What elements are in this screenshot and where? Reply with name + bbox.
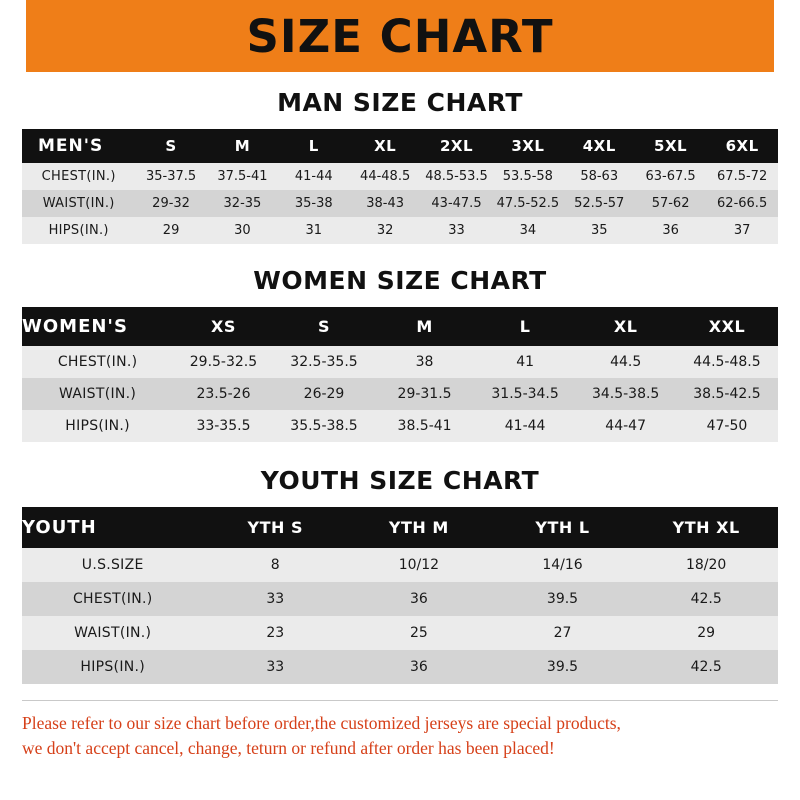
youth-header-cell: YTH XL [672, 518, 740, 537]
row-label: U.S.SIZE [81, 557, 144, 573]
man-header-cell: 2XL [439, 137, 474, 155]
cell: 33 [266, 591, 285, 607]
youth-header-cell: YOUTH [22, 517, 97, 538]
cell: 62-66.5 [717, 196, 768, 211]
cell: 38.5-41 [397, 418, 452, 434]
cell: 44-48.5 [360, 169, 411, 184]
cell: 41-44 [294, 169, 333, 184]
cell: 29-31.5 [397, 386, 452, 402]
cell: 31.5-34.5 [491, 386, 559, 402]
cell: 33 [448, 223, 465, 238]
youth-header-cell: YTH L [535, 518, 590, 537]
cell: 43-47.5 [431, 196, 482, 211]
man-header-cell: 5XL [654, 137, 688, 155]
row-label: HIPS(IN.) [48, 223, 109, 238]
cell: 39.5 [546, 659, 579, 675]
man-header-cell: 4XL [582, 137, 616, 155]
cell: 35-38 [294, 196, 333, 211]
man-header-cell: XL [374, 137, 397, 155]
cell: 42.5 [690, 591, 722, 607]
table-row [22, 410, 778, 442]
table-row [22, 163, 778, 190]
cell: 35-37.5 [145, 169, 197, 184]
youth-section-title: YOUTH SIZE CHART [260, 466, 540, 495]
cell: 33 [266, 659, 285, 675]
banner-right-spacer [774, 0, 800, 72]
cell: 39.5 [546, 591, 579, 607]
cell: 27 [553, 625, 572, 641]
women-size-table [22, 307, 778, 442]
cell: 36 [662, 223, 679, 238]
cell: 23.5-26 [196, 386, 251, 402]
header-banner [0, 0, 800, 72]
cell: 38-43 [366, 196, 405, 211]
cell: 25 [409, 625, 428, 641]
cell: 32 [376, 223, 394, 238]
charts-container [0, 88, 800, 684]
cell: 8 [270, 557, 280, 573]
cell: 57-62 [651, 196, 690, 211]
man-header-cell: 3XL [511, 137, 545, 155]
row-label: WAIST(IN.) [42, 196, 115, 211]
women-header-cell: M [416, 317, 433, 336]
cell: 37 [733, 223, 751, 238]
cell: 44.5 [610, 354, 642, 370]
cell: 41-44 [504, 418, 546, 434]
table-row [22, 190, 778, 217]
cell: 32.5-35.5 [290, 354, 358, 370]
cell: 29.5-32.5 [189, 354, 258, 370]
table-row [22, 217, 778, 244]
page-title: SIZE CHART [246, 9, 554, 63]
cell: 31 [305, 223, 323, 238]
table-row [22, 650, 778, 684]
women-header-cell: S [317, 317, 331, 336]
table-row [22, 616, 778, 650]
banner-left-spacer [0, 0, 26, 72]
table-row [22, 346, 778, 378]
row-label: CHEST(IN.) [41, 169, 116, 184]
cell: 37.5-41 [217, 169, 268, 184]
cell: 18/20 [685, 557, 727, 573]
cell: 67.5-72 [717, 169, 768, 184]
cell: 30 [234, 223, 251, 238]
row-label: WAIST(IN.) [74, 625, 152, 641]
cell: 35.5-38.5 [290, 418, 358, 434]
man-header-cell: L [308, 137, 319, 155]
row-label: CHEST(IN.) [57, 354, 138, 370]
row-label: HIPS(IN.) [65, 418, 130, 434]
cell: 47.5-52.5 [496, 196, 560, 211]
man-size-table [22, 129, 778, 244]
cell: 42.5 [690, 659, 722, 675]
cell: 58-63 [580, 169, 619, 184]
cell: 23 [266, 625, 285, 641]
man-header-cell: S [165, 137, 177, 155]
cell: 52.5-57 [574, 196, 625, 211]
man-header-cell: MEN'S [38, 136, 104, 156]
table-row [22, 378, 778, 410]
return-policy-note [22, 700, 778, 762]
cell: 29 [697, 625, 716, 641]
note-line-1: Please refer to our size chart before order,the customized jerseys are special products, [22, 713, 621, 733]
women-header-cell: WOMEN'S [22, 316, 128, 337]
cell: 36 [409, 591, 428, 607]
cell: 14/16 [542, 557, 583, 573]
women-header-cell: L [519, 317, 531, 336]
cell: 26-29 [303, 386, 345, 402]
youth-size-table [22, 507, 778, 684]
youth-header-cell: YTH M [388, 518, 449, 537]
cell: 34 [519, 223, 537, 238]
cell: 44-47 [605, 418, 646, 434]
women-header-cell: XXL [708, 317, 746, 336]
women-header-cell: XS [211, 317, 236, 336]
youth-table-header-row [22, 507, 778, 548]
table-row [22, 582, 778, 616]
man-table-header-row [22, 129, 778, 163]
cell: 33-35.5 [196, 418, 251, 434]
note-line-2: we don't accept cancel, change, teturn or refund after order has been placed! [22, 738, 555, 759]
man-header-cell: M [234, 137, 251, 155]
women-table-header-row [22, 307, 778, 346]
table-row [22, 548, 778, 582]
cell: 41 [516, 354, 535, 370]
row-label: WAIST(IN.) [58, 386, 137, 402]
man-header-cell: 6XL [725, 137, 759, 155]
cell: 29-32 [152, 196, 190, 211]
row-label: HIPS(IN.) [80, 659, 146, 675]
cell: 53.5-58 [502, 169, 553, 184]
cell: 29 [162, 223, 180, 238]
cell: 63-67.5 [645, 169, 696, 184]
cell: 36 [409, 659, 428, 675]
row-label: CHEST(IN.) [72, 591, 153, 607]
cell: 38 [415, 354, 434, 370]
women-header-cell: XL [613, 317, 638, 336]
youth-header-cell: YTH S [247, 518, 303, 537]
cell: 44.5-48.5 [693, 354, 761, 370]
cell: 34.5-38.5 [591, 386, 660, 402]
cell: 47-50 [706, 418, 748, 434]
cell: 35 [590, 223, 608, 238]
man-section-title: MAN SIZE CHART [277, 88, 523, 117]
women-section-title: WOMEN SIZE CHART [253, 266, 547, 295]
cell: 38.5-42.5 [693, 386, 761, 402]
cell: 10/12 [398, 557, 440, 573]
cell: 48.5-53.5 [425, 169, 488, 184]
cell: 32-35 [223, 196, 262, 211]
